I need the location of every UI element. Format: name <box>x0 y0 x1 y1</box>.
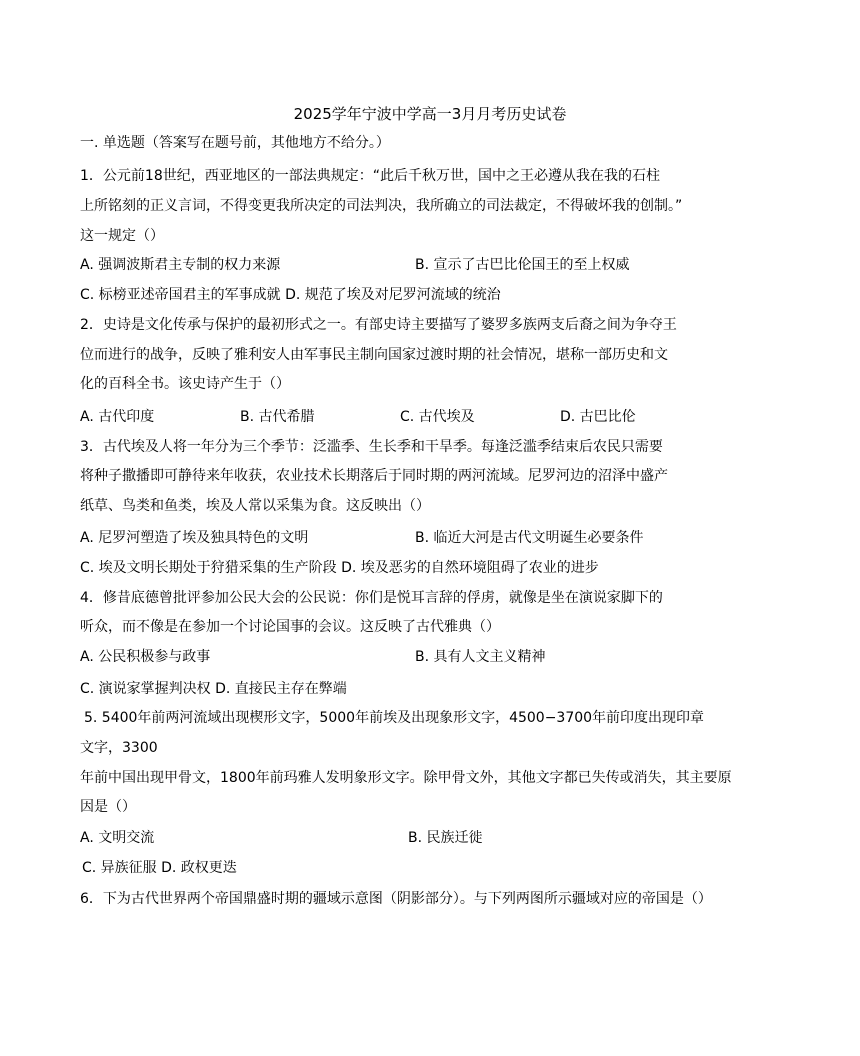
q3-option-b: B. 临近大河是古代文明诞生必要条件 <box>415 530 644 546</box>
q2-line-3: 化的百科全书。该史诗产生于（） <box>80 376 290 392</box>
q5-line-4: 因是（） <box>80 799 136 815</box>
exam-title: 2025学年宁波中学高一3月月考历史试卷 <box>293 105 567 123</box>
q5-line-3: 年前中国出现甲骨文，1800年前玛雅人发明象形文字。除甲骨文外，其他文字都已失传或消失，其主要原 <box>80 770 732 786</box>
q3-line-1: 3．古代埃及人将一年分为三个季节：泛滥季、生长季和干旱季。每逢泛滥季结束后农民只需要 <box>80 439 663 455</box>
q3-option-a: A. 尼罗河塑造了埃及独具特色的文明 <box>80 530 309 546</box>
q5-option-b: B. 民族迁徙 <box>408 830 483 846</box>
q1-line-2: 上所铭刻的正义言词，不得变更我所决定的司法判决，我所确立的司法裁定，不得破坏我的创制。” <box>80 198 683 214</box>
q1-line-1: 1．公元前18世纪，西亚地区的一部法典规定：“此后千秋万世，国中之王必遵从我在我的石柱 <box>80 168 660 184</box>
q5-option-cd: C. 异族征服 D. 政权更迭 <box>82 860 237 876</box>
q5-option-a: A. 文明交流 <box>80 830 155 846</box>
q2-option-b: B. 古代希腊 <box>240 409 315 425</box>
q3-line-2: 将种子撒播即可静待来年收获，农业技术长期落后于同时期的两河流域。尼罗河边的沼泽中盛产 <box>80 468 668 484</box>
q4-option-a: A. 公民积极参与政事 <box>80 649 211 665</box>
q5-line-2: 文字，3300 <box>80 740 158 756</box>
q2-option-a: A. 古代印度 <box>80 409 155 425</box>
q2-line-2: 位而进行的战争，反映了雅利安人由军事民主制向国家过渡时期的社会情况，堪称一部历史和文 <box>80 347 668 363</box>
q6-line-1: 6．下为古代世界两个帝国鼎盛时期的疆域示意图（阴影部分）。与下列两图所示疆域对应的帝国是（） <box>80 891 712 907</box>
q2-option-c: C. 古代埃及 <box>400 409 475 425</box>
q2-option-d: D. 古巴比伦 <box>560 409 636 425</box>
q3-option-cd: C. 埃及文明长期处于狩猎采集的生产阶段 D. 埃及恶劣的自然环境阻碍了农业的进步 <box>80 560 599 576</box>
q4-line-2: 听众，而不像是在参加一个讨论国事的会议。这反映了古代雅典（） <box>80 619 500 635</box>
q4-line-1: 4．修昔底德曾批评参加公民大会的公民说：你们是悦耳言辞的俘虏，就像是坐在演说家脚下的 <box>80 590 663 606</box>
q4-option-cd: C. 演说家掌握判决权 D. 直接民主存在弊端 <box>80 681 347 697</box>
q1-option-a: A. 强调波斯君主专制的权力来源 <box>80 257 281 273</box>
section-heading: 一. 单选题（答案写在题号前，其他地方不给分。） <box>80 135 390 151</box>
q4-option-b: B. 具有人文主义精神 <box>415 649 546 665</box>
q2-line-1: 2．史诗是文化传承与保护的最初形式之一。有部史诗主要描写了婆罗多族两支后裔之间为争夺王 <box>80 317 677 333</box>
q1-option-cd: C. 标榜亚述帝国君主的军事成就 D. 规范了埃及对尼罗河流域的统治 <box>80 287 501 303</box>
q1-line-3: 这一规定（） <box>80 228 164 244</box>
q5-line-1: 5. 5400年前两河流域出现楔形文字，5000年前埃及出现象形文字，4500−3700年前印度出现印章 <box>84 710 705 726</box>
q1-option-b: B. 宣示了古巴比伦国王的至上权威 <box>415 257 630 273</box>
q3-line-3: 纸草、鸟类和鱼类，埃及人常以采集为食。这反映出（） <box>80 498 430 514</box>
